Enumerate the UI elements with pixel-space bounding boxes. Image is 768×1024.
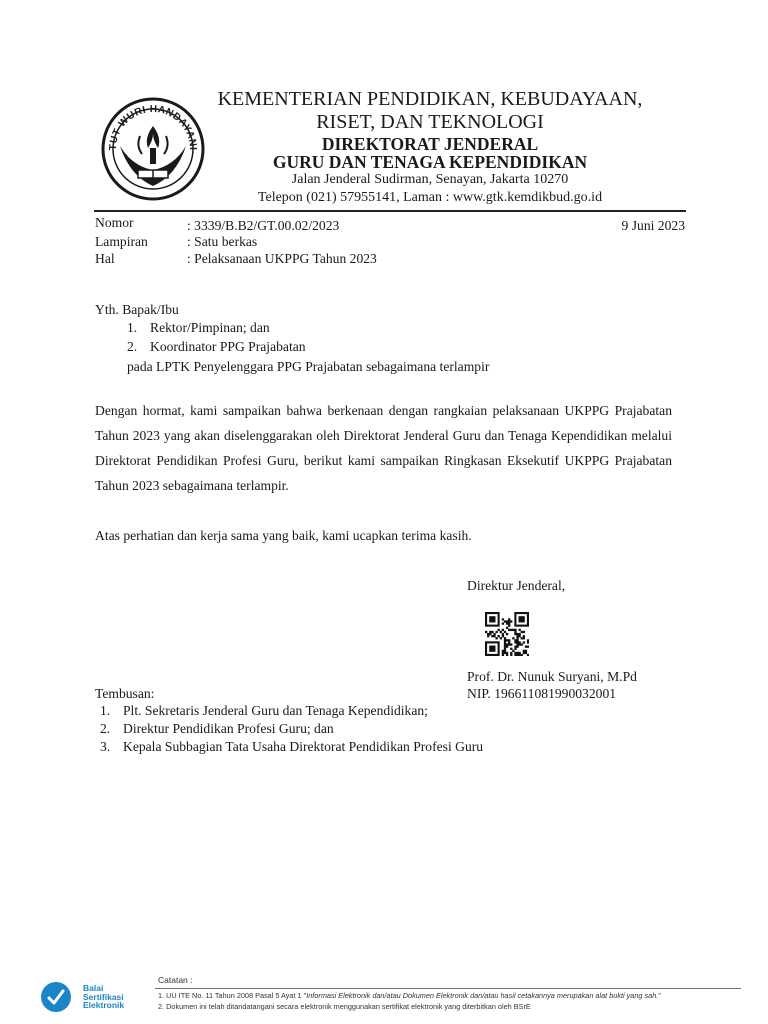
directorate-name-line1: DIREKTORAT JENDERAL [321, 134, 539, 154]
body-paragraph-2: Atas perhatian dan kerja sama yang baik, kami ucapkan terima kasih. [95, 528, 472, 543]
note-1-prefix: 1. UU ITE No. 11 Tahun 2008 Pasal 5 Ayat 1 " [158, 991, 307, 1000]
ministry-name-line1: KEMENTERIAN PENDIDIKAN, KEBUDAYAAN, [217, 88, 643, 110]
bsre-logo-icon [40, 981, 72, 1013]
cc-label: Tembusan: [95, 686, 155, 701]
hal-value: : Pelaksanaan UKPPG Tahun 2023 [187, 251, 377, 266]
directorate-name-line2: GURU DAN TENAGA KEPENDIDIKAN [272, 152, 588, 172]
recipient-number-2: 2. [127, 339, 138, 354]
recipient-item-2: Koordinator PPG Prajabatan [150, 339, 306, 354]
recipient-item-1: Rektor/Pimpinan; dan [150, 320, 270, 335]
lampiran-label: Lampiran [95, 234, 148, 249]
bsre-wordmark [83, 984, 124, 1010]
logo-motto: TUT WURI HANDAYANI [107, 103, 199, 151]
note-1-quote: Informasi Elektronik dan/atau Dokumen Elektronik dan/atau hasil cetakannya merupakan alat bukti yang sah. [306, 991, 659, 1000]
note-1 [158, 991, 661, 1000]
nomor-label: Nomor [95, 215, 134, 230]
salutation: Yth. Bapak/Ibu [95, 302, 179, 317]
contact-info: Telepon (021) 57955141, Laman : www.gtk.kemdikbud.go.id [257, 190, 603, 205]
footer-divider [155, 988, 741, 989]
signatory-nip: NIP. 196611081990032001 [467, 686, 617, 701]
recipient-number-1: 1. [127, 320, 138, 335]
letter-date: 9 Juni 2023 [621, 218, 685, 233]
signatory-title: Direktur Jenderal, [467, 578, 566, 593]
ministry-name-line2: RISET, DAN TEKNOLOGI [316, 111, 544, 133]
cc-number-3: 3. [100, 739, 111, 754]
address: Jalan Jenderal Sudirman, Senayan, Jakarta 10270 [291, 172, 569, 187]
letterhead-divider [94, 210, 686, 212]
bsre-line-3: Elektronik [83, 1000, 125, 1010]
notes-label: Catatan : [158, 975, 193, 985]
recipient-location: pada LPTK Penyelenggara PPG Prajabatan sebagaimana terlampir [127, 359, 490, 374]
signatory-name: Prof. Dr. Nunuk Suryani, M.Pd [467, 669, 637, 684]
cc-item-1: Plt. Sekretaris Jenderal Guru dan Tenaga Kependidikan; [123, 703, 428, 718]
cc-item-3: Kepala Subbagian Tata Usaha Direktorat Pendidikan Profesi Guru [123, 739, 484, 754]
cc-item-2: Direktur Pendidikan Profesi Guru; dan [123, 721, 334, 736]
cc-number-1: 1. [100, 703, 111, 718]
nomor-value: : 3339/B.B2/GT.00.02/2023 [187, 218, 340, 233]
bsre-line-2: Sertifikasi [83, 991, 124, 1002]
note-2: 2. Dokumen ini telah ditandatangani secara elektronik menggunakan sertifikat elektronik yang diterbitkan oleh BSrE [158, 1002, 531, 1011]
qr-code [485, 612, 529, 656]
note-1-suffix: " [658, 991, 661, 1000]
hal-label: Hal [95, 251, 115, 266]
body-paragraph-1: Dengan hormat, kami sampaikan bahwa berkenaan dengan rangkaian pelaksanaan UKPPG Prajabatan Tahun 2023 yang akan diselenggarakan oleh Direktorat Jenderal Guru dan Tenaga Kependidikan melalui Direktorat Pendidikan Profesi Guru, berikut kami sampaikan Ringkasan Eksekutif UKPPG Prajabatan Tahun 2023 sebagaimana terlampir. [95, 403, 672, 493]
cc-number-2: 2. [100, 721, 111, 736]
lampiran-value: : Satu berkas [187, 234, 258, 249]
bsre-line-1: Balai [83, 983, 104, 993]
